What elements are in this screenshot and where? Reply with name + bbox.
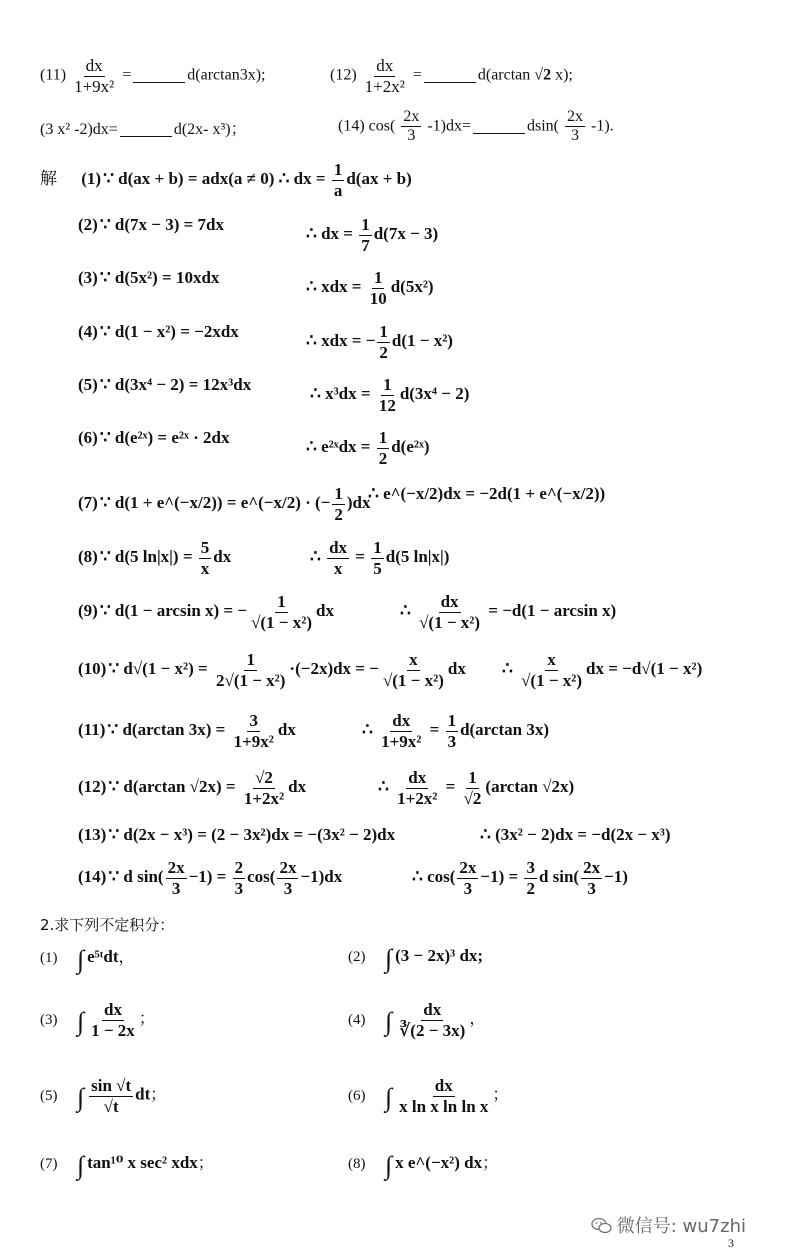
fraction: $\frac{2x}{3}$ [567,108,583,145]
fraction: $\frac{x}{\text{√(1 − x²)}}$ [521,650,583,690]
solution-5: (5) ∵ d(3x⁴ − 2) = 12x³dx ∴ x³dx = $\frac{1}{12}$ d(3x⁴ − 2) [78,375,470,415]
section-2-title: 2.求下列不定积分： [40,916,175,934]
fraction: $\frac{1}{2}$ [378,428,388,468]
fraction: $\frac{1}{2}$ [379,322,388,362]
integral-sign: ∫ [77,1006,85,1036]
fraction: $\frac{2x}{3}$ [459,858,477,898]
exercise-13: (3 x² -2)dx= d(2x- x³)； [40,121,247,138]
fraction: $\frac{dx}{∛(2 - 3x)}$ [399,1000,466,1040]
integral-6: (6) ∫ $\frac{dx}{\text{x ln x ln ln x}}$ ； [348,1076,509,1116]
solution-9: (9) ∵ d(1 − arcsin x) = − $\frac{1}{\text{√(1 − x²)}}$ dx ∴ $\frac{dx}{\text{√(1 − x²)}}$ = −d(1 − arcsin x) [78,592,617,632]
watermark [591,1212,746,1240]
fraction: $\frac{x}{\text{√(1 − x²)}}$ [382,650,444,690]
fraction: $\frac{5}{x}$ [200,538,210,578]
solution-10: (10) ∵ d√(1 − x²) = $\frac{1}{\text{2√(1 − x²)}}$ ·(−2x)dx = − $\frac{x}{\text{√(1 − x²)}}$ dx ∴ $\frac{x}{\text{√(1 − x²)}}$ dx = −d√(1 − x²) [78,650,703,690]
solution-11: (11) ∵ d(arctan 3x) = $\frac{3}{\text{1+9x²}}$ dx ∴ $\frac{dx}{\text{1+9x²}}$ = $\frac{1}{3}$ d(arctan 3x) [78,711,549,751]
solution-7: (7) ∵ d(1 + e^(−x/2)) = e^(−x/2) · (− $\frac{1}{2}$ )dx ∴ e^(−x/2)dx = −2d(1 + e^(−x/2)) [78,484,606,524]
answer-blank [133,82,185,83]
fraction: $\frac{dx}{\text{1+2x²}}$ [397,768,438,808]
fraction: $\frac{3}{2}$ [526,858,535,898]
fraction: $\frac{dx}{1 - 2x}$ [91,1000,135,1040]
solution-3: (3) ∵ d(5x²) = 10xdx ∴ xdx = $\frac{1}{10}$ d(5x²) [78,268,434,308]
fraction: $\frac{1}{√2}$ [463,768,482,808]
fraction: $\frac{1}{3}$ [447,711,457,751]
fraction: $\frac{1}{12}$ [378,375,396,415]
solution-4: (4) ∵ d(1 − x²) = −2xdx ∴ xdx = − $\frac{1}{2}$ d(1 − x²) [78,322,453,362]
fraction: $\frac{dx}{\text{1+2x²}}$ [364,56,405,96]
fraction: $\frac{2x}{3}$ [403,108,420,145]
solution-2: (2) ∵ d(7x − 3) = 7dx ∴ dx = $\frac{1}{7}$ d(7x − 3) [78,215,439,255]
watermark-text: 微信号: wu7zhi [616,1216,746,1237]
integral-sign: ∫ [385,1151,393,1180]
integral-sign: ∫ [385,1082,393,1112]
fraction: $\frac{2x}{3}$ [167,858,185,898]
solution-1: 解 (1) ∵ d(ax + b) = adx(a ≠ 0) ∴ dx = $\frac{1}{a}$ d(ax + b) [40,160,412,200]
integral-1: (1) ∫ e⁵ᵗdt， [40,945,135,974]
integral-sign: ∫ [385,1006,393,1036]
wechat-icon [591,1217,613,1240]
fraction: $\frac{1}{2}$ [334,484,343,524]
solution-8: (8) ∵ d(5 ln|x|) = $\frac{5}{x}$ dx ∴ $\frac{dx}{x}$ = $\frac{1}{5}$ d(5 ln|x|) [78,538,450,578]
integral-sign: ∫ [77,1082,85,1112]
fraction: $\frac{2}{3}$ [234,858,244,898]
page-number: 3 [728,1236,734,1250]
fraction: $\frac{dx}{x}$ [329,538,348,578]
integral-4: (4) ∫ $\frac{dx}{∛(2 - 3x)}$ ， [348,1000,486,1040]
fraction: $\frac{1}{a}$ [333,160,343,200]
answer-blank [120,136,172,137]
fraction: $\frac{3}{\text{1+9x²}}$ [233,711,274,751]
integral-sign: ∫ [385,944,393,973]
fraction: $\frac{dx}{\text{1+9x²}}$ [381,711,422,751]
solution-6: (6) ∵ d(e²ˣ) = e²ˣ · 2dx ∴ e²ˣdx = $\frac{1}{2}$ d(e²ˣ) [78,428,430,468]
fraction: $\frac{1}{7}$ [361,215,370,255]
integral-8: (8) ∫ x e^(−x²) dx； [348,1151,499,1180]
fraction: $\frac{2x}{3}$ [583,858,601,898]
answer-blank [424,82,476,83]
solution-label: 解 [40,168,57,188]
exercise-11: (11) $\frac{dx}{\text{1+9x²}}$ = d(arctan3x); [40,56,266,96]
fraction: $\frac{1}{\text{√(1 − x²)}}$ [251,592,312,632]
answer-blank [473,133,525,134]
exercise-number: (12) [330,66,357,84]
fraction: $\frac{dx}{\text{√(1 − x²)}}$ [419,592,481,632]
integral-3: (3) ∫ $\frac{dx}{1 - 2x}$ ； [40,1000,155,1040]
fraction: $\frac{dx}{\text{1+9x²}}$ [74,56,115,96]
integral-sign: ∫ [77,945,85,974]
integral-7: (7) ∫ tan¹⁰ x sec² xdx； [40,1151,214,1180]
fraction: $\frac{2x}{3}$ [279,858,297,898]
integral-sign: ∫ [77,1151,85,1180]
integral-5: (5) ∫ $\frac{\sin √t}{√t}$ dt； [40,1076,167,1116]
exercise-number: (11) [40,66,67,84]
fraction: $\frac{1}{5}$ [373,538,382,578]
fraction: $\frac{\sin √t}{√t}$ [91,1076,132,1116]
exercise-12: (12) $\frac{dx}{\text{1+2x²}}$ = d(arctan √2 x); [330,56,573,96]
fraction: $\frac{dx}{\text{x ln x ln ln x}}$ [399,1076,489,1116]
solution-13: (13) ∵ d(2x − x³) = (2 − 3x²)dx = −(3x² − 2)dx ∴ (3x² − 2)dx = −d(2x − x³) [78,825,671,844]
solution-14: (14) ∵ d sin( $\frac{2x}{3}$ −1) = $\frac{2}{3}$ cos( $\frac{2x}{3}$ −1)dx ∴ cos( $\frac{2x}{3}$ −1) = $\frac{3}{2}$ d sin( $\frac{2x}{3}$ −1) [78,858,628,898]
fraction: $\frac{√2}{\text{1+2x²}}$ [243,768,285,808]
integral-2: (2) ∫ (3 − 2x)³ dx; [348,944,484,973]
solution-12: (12) ∵ d(arctan √2x) = $\frac{√2}{\text{1+2x²}}$ dx ∴ $\frac{dx}{\text{1+2x²}}$ = $\frac{1}{√2}$ (arctan √2x) [78,768,575,808]
fraction: $\frac{1}{\text{2√(1 − x²)}}$ [215,650,286,690]
fraction: $\frac{1}{10}$ [369,268,387,308]
exercise-14: (14) cos( $\frac{2x}{3}$ -1)dx= dsin( $\frac{2x}{3}$ -1). [338,108,614,145]
